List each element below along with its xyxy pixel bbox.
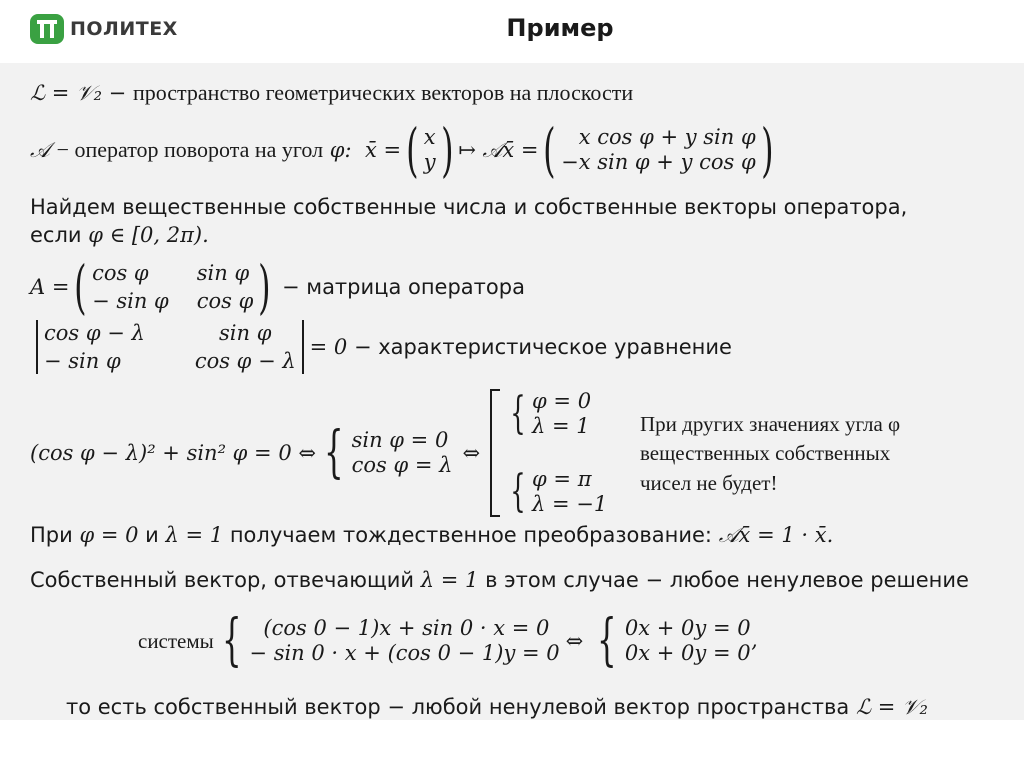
text-when: При — [30, 523, 73, 547]
line-eigenvector — [30, 570, 969, 591]
text-operator-desc: − оператор поворота на угол — [56, 137, 324, 162]
m21: − sin φ — [92, 289, 169, 313]
math-map: ↦ 𝒜x̄ = — [458, 137, 539, 162]
math-char-expanded: (cos φ − λ)² + sin² φ = 0 ⇔ — [30, 440, 316, 465]
vector-result: ( x cos φ + y sin φ −x sin φ + y cos φ ) — [543, 116, 774, 184]
logo[interactable] — [30, 14, 178, 44]
system-3: { 0x + 0y = 0 0x + 0y = 0’ — [597, 608, 758, 673]
sys2-eq1: (cos 0 − 1)x + sin 0 · x = 0 — [263, 615, 550, 640]
note-box — [640, 410, 900, 498]
vec-bot: y — [423, 150, 436, 174]
d12: sin φ — [219, 320, 272, 345]
math-operator: 𝒜 — [30, 137, 50, 162]
sys3-eq1: 0x + 0y = 0 — [624, 615, 751, 640]
math-phi-zero: φ = 0 — [79, 523, 139, 547]
line-task: Найдем вещественные собственные числа и собственные векторы оператора, — [30, 195, 908, 219]
determinant — [30, 320, 310, 375]
line-operator-definition — [30, 116, 778, 184]
math-A: A = — [30, 274, 70, 299]
d11: cos φ − λ — [44, 320, 145, 345]
system-cases: { φ = 0 λ = 1 { φ = π λ = −1 — [490, 389, 607, 517]
math-phi-range: φ ∈ [0, 2π). — [88, 223, 209, 247]
case1-eq1: φ = 0 — [532, 389, 592, 413]
res-top: x cos φ + y sin φ — [578, 124, 756, 149]
math-iff: ⇔ — [462, 440, 481, 465]
sys2-eq2: − sin 0 · x + (cos 0 − 1)y = 0 — [249, 641, 560, 665]
line-char-eq — [30, 318, 732, 376]
case2-eq1: φ = π — [532, 466, 592, 491]
line-solve — [30, 388, 607, 518]
header — [0, 0, 1024, 62]
m12: sin φ — [196, 260, 250, 285]
text-conclusion: то есть собственный вектор − любой ненулевой вектор пространства — [66, 695, 850, 719]
math-lambda-one: λ = 1 — [165, 523, 224, 547]
vector-xy: ( x y ) — [406, 116, 454, 184]
sys3-eq2: 0x + 0y = 0’ — [624, 641, 758, 665]
math-iff-2: ⇔ — [565, 628, 584, 653]
line-matrix — [30, 253, 525, 321]
text-matrix-desc: − матрица оператора — [281, 274, 525, 299]
math-identity: 𝒜x̄ = 1 · x̄. — [718, 523, 834, 547]
page-title: Пример — [506, 14, 614, 42]
note-line-1: При других значениях угла φ — [640, 412, 901, 436]
vec-top: x — [423, 124, 436, 149]
text-if: если — [30, 223, 82, 247]
sys1-eq1: sin φ = 0 — [351, 427, 449, 452]
matrix-A: ( cos φ sin φ − sin φ cos φ ) — [74, 253, 271, 321]
line-system — [138, 608, 757, 674]
note-line-2: вещественных собственных — [640, 441, 891, 466]
line-conclusion — [66, 697, 928, 718]
text-char-eq: − характеристическое уравнение — [353, 334, 732, 359]
d21: − sin φ — [44, 349, 121, 373]
text-space-desc: пространство геометрических векторов на плоскости — [132, 80, 634, 105]
math-space: ℒ = 𝒱₂ − — [30, 81, 127, 105]
line-identity — [30, 525, 833, 546]
system-1: { sin φ = 0 cos φ = λ — [323, 420, 453, 485]
text-and: и — [145, 523, 159, 547]
math-eq-zero: = 0 — [309, 334, 348, 359]
line-space-definition — [30, 82, 633, 104]
logo-text: ПОЛИТЕХ — [70, 18, 178, 40]
d22: cos φ − λ — [194, 349, 296, 373]
math-lambda: λ = 1 — [420, 568, 479, 592]
math-phi: φ: — [329, 137, 352, 162]
text-eigvec-cont: в этом случае − любое ненулевое решение — [485, 568, 969, 592]
line-condition — [30, 225, 209, 246]
case1-eq2: λ = 1 — [532, 414, 590, 439]
text-identity: получаем тождественное преобразование: — [229, 523, 712, 547]
note-line-3: чисел не будет! — [640, 470, 778, 495]
sys1-eq2: cos φ = λ — [351, 453, 453, 477]
politech-logo-icon — [30, 14, 64, 44]
system-2: { (cos 0 − 1)x + sin 0 · x = 0 − sin 0 · x + (cos 0 − 1)y = 0 — [221, 608, 560, 673]
case2-eq2: λ = −1 — [532, 491, 608, 516]
m22: cos φ — [196, 289, 254, 313]
res-bot: −x sin φ + y cos φ — [561, 150, 756, 174]
m11: cos φ — [92, 260, 149, 285]
math-space-end: ℒ = 𝒱₂ — [855, 695, 928, 719]
text-system: системы — [138, 628, 214, 653]
math-xbar: x̄ = — [364, 137, 402, 162]
text-eigvec: Собственный вектор, отвечающий — [30, 568, 415, 592]
footer-area — [0, 720, 1024, 767]
